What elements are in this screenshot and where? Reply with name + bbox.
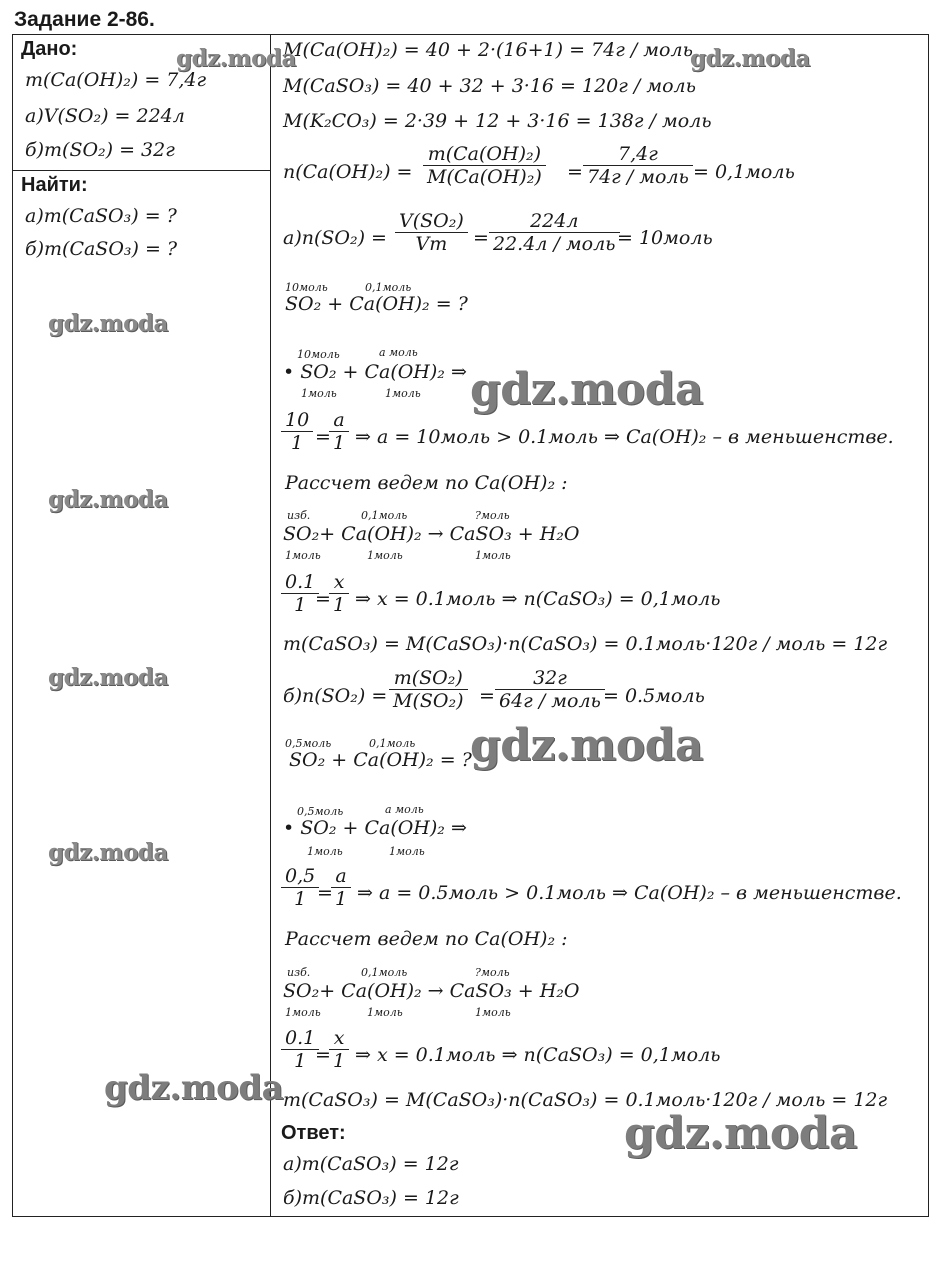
b-n-so2-fraction: $\frac{\text{m(SO₂)}}{\text{M(SO₂)}}$ bbox=[389, 667, 468, 712]
molar-mass-line: M(K₂CO₃) = 2·39 + 12 + 3·16 = 138г / моль bbox=[283, 110, 712, 132]
find-line: б)m(CaSO₃) = ? bbox=[25, 238, 178, 260]
mol-annotation: a моль bbox=[379, 346, 418, 359]
watermark: gdz.moda bbox=[470, 364, 704, 415]
watermark: gdz.moda bbox=[104, 1068, 284, 1108]
mol-annotation: ?моль bbox=[475, 966, 510, 979]
ratio-fraction: $\frac{0.1}{1}$ bbox=[281, 1027, 319, 1072]
b-n-so2-value-fraction: 32г 64г / моль bbox=[495, 667, 605, 712]
mol-annotation: 1моль bbox=[385, 387, 421, 400]
mol-annotation: 0,5моль bbox=[285, 737, 332, 750]
answer-heading: Ответ: bbox=[281, 1122, 346, 1144]
ratio-fraction: $\frac{x}{1}$ bbox=[329, 571, 349, 616]
a-calc-note: Рассчет ведем по Ca(OH)₂ : bbox=[285, 472, 568, 494]
task-title: Задание 2-86. bbox=[14, 8, 155, 31]
equals-sign: = bbox=[479, 685, 495, 707]
n-caoh-left: n(Ca(OH)₂) = bbox=[283, 161, 413, 183]
watermark: gdz.moda bbox=[690, 45, 810, 72]
watermark: gdz.moda bbox=[176, 45, 296, 72]
watermark: gdz.moda bbox=[48, 839, 168, 866]
equals-sign: = bbox=[317, 882, 333, 904]
equals-sign: = bbox=[315, 1044, 331, 1066]
mol-annotation: 1моль bbox=[367, 1006, 403, 1019]
given-line: а)V(SO₂) = 224л bbox=[25, 105, 185, 127]
ratio-fraction: $\frac{0,5}{1}$ bbox=[281, 865, 319, 910]
b-equation-3: SO₂+ Ca(OH)₂ → CaSO₃ + H₂O bbox=[283, 980, 580, 1002]
row-divider bbox=[13, 170, 270, 171]
mol-annotation: 1моль bbox=[389, 845, 425, 858]
n-caoh-result: = 0,1моль bbox=[693, 161, 795, 183]
a-n-so2-fraction: $\frac{\text{V(SO₂)}}{Vm}$ bbox=[395, 210, 468, 255]
mol-annotation: 0,1моль bbox=[361, 509, 408, 522]
ratio-fraction: $\frac{10}{1}$ bbox=[281, 409, 313, 454]
b-mass-result: m(CaSO₃) = M(CaSO₃)·n(CaSO₃) = 0.1моль·120г / моль = 12г bbox=[283, 1089, 888, 1111]
n-caoh-fraction: $\frac{\text{m(Ca(OH)₂)}}{\text{M(Ca(OH)₂)}}$ bbox=[423, 143, 546, 188]
b-ratio2-conclusion: ⇒ x = 0.1моль ⇒ n(CaSO₃) = 0,1моль bbox=[355, 1044, 721, 1066]
column-divider bbox=[270, 35, 271, 1216]
b-n-so2-left: б)n(SO₂) = bbox=[283, 685, 388, 707]
equals-sign: = bbox=[567, 161, 583, 183]
mol-annotation: 0,1моль bbox=[365, 281, 412, 294]
given-line: б)m(SO₂) = 32г bbox=[25, 139, 175, 161]
molar-mass-line: M(CaSO₃) = 40 + 32 + 3·16 = 120г / моль bbox=[283, 75, 696, 97]
mol-annotation: a моль bbox=[385, 803, 424, 816]
equals-sign: = bbox=[473, 227, 489, 249]
a-ratio2-conclusion: ⇒ x = 0.1моль ⇒ n(CaSO₃) = 0,1моль bbox=[355, 588, 721, 610]
solution-table bbox=[12, 34, 929, 1217]
mol-annotation: 10моль bbox=[285, 281, 328, 294]
a-equation-3: SO₂+ Ca(OH)₂ → CaSO₃ + H₂O bbox=[283, 523, 580, 545]
a-n-so2-value-fraction: 224л 22.4л / моль bbox=[489, 210, 620, 255]
mol-annotation: изб. bbox=[287, 509, 311, 522]
mol-annotation: 1моль bbox=[285, 549, 321, 562]
mol-annotation: 1моль bbox=[475, 549, 511, 562]
mol-annotation: 1моль bbox=[301, 387, 337, 400]
a-n-so2-result: = 10моль bbox=[617, 227, 713, 249]
mol-annotation: 0,1моль bbox=[369, 737, 416, 750]
watermark: gdz.moda bbox=[48, 486, 168, 513]
find-line: а)m(CaSO₃) = ? bbox=[25, 205, 177, 227]
b-n-so2-result: = 0.5моль bbox=[603, 685, 705, 707]
answer-line: а)m(CaSO₃) = 12г bbox=[283, 1153, 459, 1175]
given-line: m(Ca(OH)₂) = 7,4г bbox=[25, 69, 207, 91]
ratio-fraction: $\frac{x}{1}$ bbox=[329, 1027, 349, 1072]
equals-sign: = bbox=[315, 426, 331, 448]
mol-annotation: 1моль bbox=[367, 549, 403, 562]
find-heading: Найти: bbox=[21, 174, 88, 196]
b-calc-note: Рассчет ведем по Ca(OH)₂ : bbox=[285, 928, 568, 950]
a-mass-result: m(CaSO₃) = M(CaSO₃)·n(CaSO₃) = 0.1моль·120г / моль = 12г bbox=[283, 633, 888, 655]
given-heading: Дано: bbox=[21, 38, 78, 60]
mol-annotation: 1моль bbox=[285, 1006, 321, 1019]
n-caoh-value-fraction: 7,4г 74г / моль bbox=[583, 143, 693, 188]
a-equation-2: • SO₂ + Ca(OH)₂ ⇒ bbox=[283, 361, 467, 383]
mol-annotation: ?моль bbox=[475, 509, 510, 522]
b-ratio-conclusion: ⇒ a = 0.5моль > 0.1моль ⇒ Ca(OH)₂ – в меньшенстве. bbox=[357, 882, 902, 904]
ratio-fraction: $\frac{a}{1}$ bbox=[331, 865, 351, 910]
answer-line: б)m(CaSO₃) = 12г bbox=[283, 1187, 459, 1209]
mol-annotation: 1моль bbox=[307, 845, 343, 858]
a-n-so2-left: а)n(SO₂) = bbox=[283, 227, 387, 249]
ratio-fraction: $\frac{a}{1}$ bbox=[329, 409, 349, 454]
ratio-fraction: $\frac{0.1}{1}$ bbox=[281, 571, 319, 616]
b-equation-2: • SO₂ + Ca(OH)₂ ⇒ bbox=[283, 817, 467, 839]
watermark: gdz.moda bbox=[624, 1108, 858, 1159]
mol-annotation: 0,5моль bbox=[297, 805, 344, 818]
mol-annotation: 10моль bbox=[297, 348, 340, 361]
molar-mass-line: M(Ca(OH)₂) = 40 + 2·(16+1) = 74г / моль bbox=[283, 39, 693, 61]
equals-sign: = bbox=[315, 588, 331, 610]
mol-annotation: 1моль bbox=[475, 1006, 511, 1019]
watermark: gdz.moda bbox=[470, 720, 704, 771]
mol-annotation: 0,1моль bbox=[361, 966, 408, 979]
b-equation-1: SO₂ + Ca(OH)₂ = ? bbox=[289, 749, 472, 771]
watermark: gdz.moda bbox=[48, 664, 168, 691]
mol-annotation: изб. bbox=[287, 966, 311, 979]
a-ratio-conclusion: ⇒ a = 10моль > 0.1моль ⇒ Ca(OH)₂ – в меньшенстве. bbox=[355, 426, 894, 448]
a-equation-1: SO₂ + Ca(OH)₂ = ? bbox=[285, 293, 468, 315]
watermark: gdz.moda bbox=[48, 310, 168, 337]
